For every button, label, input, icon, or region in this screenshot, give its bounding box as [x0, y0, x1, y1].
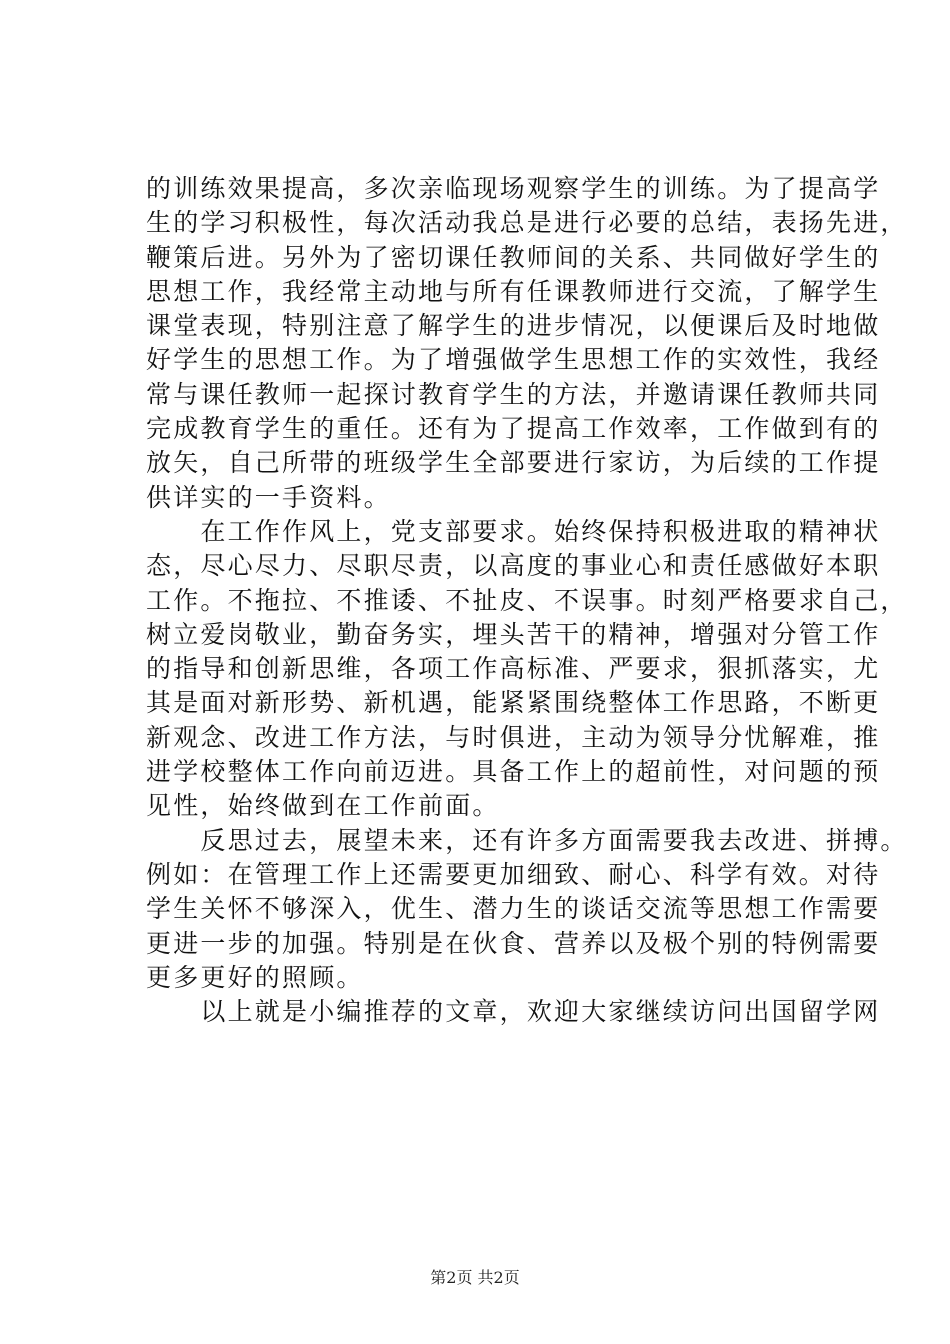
text-line: 学生关怀不够深入，优生、潜力生的谈话交流等思想工作需要 — [146, 894, 881, 924]
text-line: 反思过去，展望未来，还有许多方面需要我去改进、拼搏。 — [146, 825, 908, 855]
text-line: 新观念、改进工作方法，与时俱进，主动为领导分忧解难，推 — [146, 722, 881, 752]
body-text — [146, 172, 908, 1029]
text-line: 供详实的一手资料。 — [146, 482, 391, 512]
text-line: 的指导和创新思维，各项工作高标准、严要求，狠抓落实，尤 — [146, 654, 881, 684]
text-line: 课堂表现，特别注意了解学生的进步情况，以便课后及时地做 — [146, 311, 881, 341]
text-line: 生的学习积极性，每次活动我总是进行必要的总结，表扬先进， — [146, 208, 908, 238]
text-line: 放矢，自己所带的班级学生全部要进行家访，为后续的工作提 — [146, 448, 881, 478]
text-line: 完成教育学生的重任。还有为了提高工作效率，工作做到有的 — [146, 414, 881, 444]
text-line: 态，尽心尽力、尽职尽责，以高度的事业心和责任感做好本职 — [146, 551, 881, 581]
text-line: 其是面对新形势、新机遇，能紧紧围绕整体工作思路，不断更 — [146, 688, 881, 718]
text-line: 的训练效果提高，多次亲临现场观察学生的训练。为了提高学 — [146, 174, 881, 203]
page-number-indicator: 第2页 共2页 — [430, 1268, 520, 1287]
text-line: 进学校整体工作向前迈进。具备工作上的超前性，对问题的预 — [146, 757, 881, 787]
text-line: 以上就是小编推荐的文章，欢迎大家继续访问出国留学网 — [146, 997, 881, 1027]
text-line: 思想工作，我经常主动地与所有任课教师进行交流，了解学生 — [146, 276, 881, 306]
text-line: 在工作作风上，党支部要求。始终保持积极进取的精神状 — [146, 516, 881, 546]
text-line: 例如：在管理工作上还需要更加细致、耐心、科学有效。对待 — [146, 859, 881, 889]
text-line: 见性，始终做到在工作前面。 — [146, 791, 500, 821]
text-line: 工作。不拖拉、不推诿、不扯皮、不误事。时刻严格要求自己， — [146, 585, 908, 615]
text-line: 好学生的思想工作。为了增强做学生思想工作的实效性，我经 — [146, 345, 881, 375]
text-line: 鞭策后进。另外为了密切课任教师间的关系、共同做好学生的 — [146, 242, 881, 272]
text-line: 树立爱岗敬业，勤奋务实，埋头苦干的精神，增强对分管工作 — [146, 619, 881, 649]
text-line: 更进一步的加强。特别是在伙食、营养以及极个别的特例需要 — [146, 928, 881, 958]
text-line: 更多更好的照顾。 — [146, 962, 364, 992]
text-line: 常与课任教师一起探讨教育学生的方法，并邀请课任教师共同 — [146, 379, 881, 409]
page-footer — [0, 1268, 950, 1288]
